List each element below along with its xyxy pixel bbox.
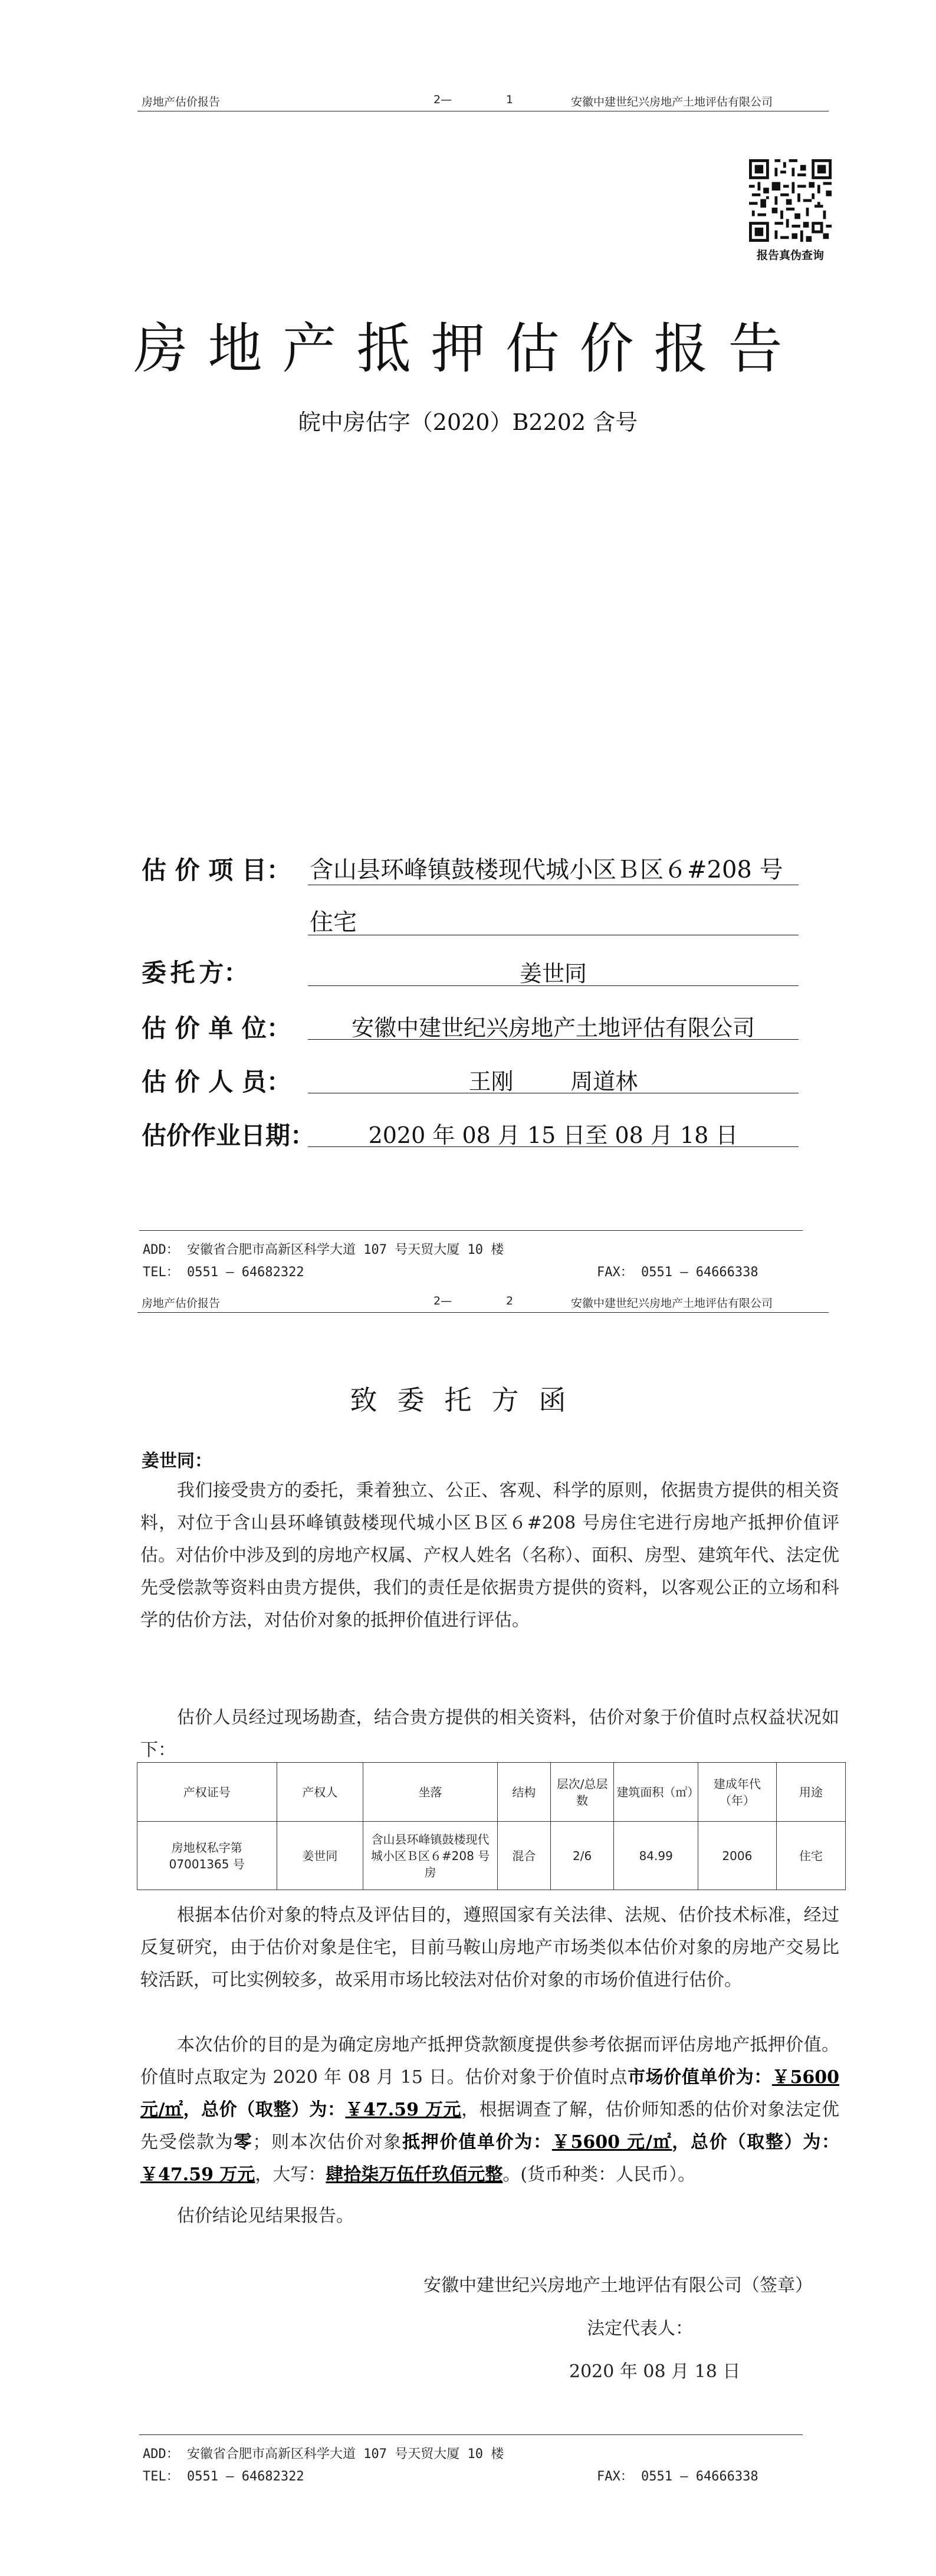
- header-right: 安徽中建世纪兴房地产土地评估有限公司: [571, 96, 773, 109]
- signature-company: 安徽中建世纪兴房地产土地评估有限公司（签章）: [423, 2275, 813, 2296]
- header-page-number: 2: [506, 1294, 514, 1307]
- unit-underline: [308, 1039, 799, 1040]
- mortgage-unit-price: ￥5600 元/㎡: [551, 2132, 672, 2153]
- footer-rule: [139, 2434, 803, 2435]
- market-total-label: ，总价（取整）为：: [183, 2099, 346, 2120]
- cell-area: 84.99: [614, 1822, 698, 1890]
- footer-tel: TEL： 0551 — 64682322: [143, 2469, 304, 2484]
- header-page-prefix: 2—: [433, 1294, 452, 1307]
- table-row: [137, 1822, 846, 1890]
- footer-tel: TEL： 0551 — 64682322: [143, 1265, 304, 1280]
- status-paragraph: 估价人员经过现场勘查，结合贵方提供的相关资料，估价对象于价值时点权益状况如下：: [140, 1707, 839, 1760]
- value-text-5: 。(货币种类：人民币）。: [503, 2164, 696, 2185]
- col-cert-no: 产权证号: [137, 1763, 277, 1822]
- project-value-line2: 住宅: [310, 909, 357, 936]
- valuer-unit-label: 估 价 单 位：: [142, 1014, 291, 1043]
- col-floor: 层次/总层数: [550, 1763, 614, 1822]
- valuer-unit-value: 安徽中建世纪兴房地产土地评估有限公司: [351, 1015, 755, 1041]
- table-header-row: [137, 1763, 846, 1822]
- col-structure: 结构: [497, 1763, 550, 1822]
- property-table: [137, 1762, 846, 1890]
- footer-fax: FAX： 0551 — 64666338: [597, 2469, 758, 2484]
- header-left: 房地产估价报告: [142, 96, 221, 109]
- footer-rule: [139, 1230, 803, 1231]
- client-underline: [308, 985, 799, 986]
- work-date-value: 2020 年 08 月 15 日至 08 月 18 日: [368, 1122, 738, 1148]
- method-paragraph: 根据本估价对象的特点及评估目的，遵照国家有关法律、法规、估价技术标准，经过反复研究，由于估价对象是住宅，目前马鞍山房地产市场类似本估价对象的房地产交易比较活跃，可比实例较多，故采用市场比较法对估价对象的市场价值进行估价。: [140, 1905, 839, 1990]
- header-left: 房地产估价报告: [142, 1297, 221, 1310]
- market-total-price: ￥47.59 万元: [345, 2099, 462, 2120]
- footer-address: ADD： 安徽省合肥市高新区科学大道 107 号天贸大厦 10 楼: [143, 2447, 504, 2462]
- project-label: 估 价 项 目：: [142, 856, 291, 885]
- value-paragraph: [140, 2029, 839, 2191]
- cell-location: 含山县环峰镇鼓楼现代城小区Ｂ区６#208 号房: [363, 1822, 498, 1890]
- work-date-label: 估价作业日期：: [142, 1121, 316, 1150]
- letter-title: 致委托方函: [350, 1384, 586, 1416]
- report-title: 房地产抵押估价报告: [133, 317, 803, 380]
- mortgage-total-price: ￥47.59 万元: [140, 2164, 255, 2185]
- document-number: 皖中房估字（2020）B2202 含号: [298, 409, 638, 435]
- valuer-staff-label: 估 价 人 员：: [142, 1067, 291, 1096]
- header-right: 安徽中建世纪兴房地产土地评估有限公司: [571, 1297, 773, 1310]
- priority-payment: 零: [234, 2132, 253, 2153]
- header-page-number: 1: [506, 93, 514, 106]
- amount-in-words: 肆拾柒万伍仟玖佰元整: [326, 2164, 503, 2185]
- col-location: 坐落: [363, 1763, 498, 1822]
- market-unit-label: 市场价值单价为：: [627, 2067, 772, 2088]
- date-underline: [308, 1146, 799, 1147]
- mortgage-total-label: ，总价（取整）为：: [672, 2132, 840, 2153]
- client-label: 委 托 方：: [142, 958, 249, 987]
- valuer-staff-value: 王刚 周道林: [468, 1069, 638, 1095]
- footer-fax: FAX： 0551 — 64666338: [597, 1265, 758, 1280]
- value-text-4: ，大写：: [255, 2164, 326, 2185]
- cell-structure: 混合: [497, 1822, 550, 1890]
- mortgage-unit-label: 抵押价值单价为：: [402, 2132, 552, 2153]
- col-owner: 产权人: [277, 1763, 363, 1822]
- market-unit-price: ￥5600 元/㎡: [140, 2067, 840, 2120]
- header-rule: [137, 1312, 829, 1313]
- col-year: 建成年代（年）: [698, 1763, 776, 1822]
- cell-owner: 姜世同: [277, 1822, 363, 1890]
- value-text-3: ；则本次估价对象: [252, 2132, 403, 2153]
- intro-paragraph: 我们接受贵方的委托，秉着独立、公正、客观、科学的原则，依据贵方提供的相关资料，对位于含山县环峰镇鼓楼现代城小区Ｂ区６#208 号房住宅进行房地产抵押价值评估。对估价中涉及到的房地产权属、产权人姓名（名称）、面积、房型、建筑年代、法定优先受偿款等资料由贵方提供，我们的责任是依据贵方提供的资料，以客观公正的立场和科学的估价方法，对估价对象的抵押价值进行评估。: [140, 1480, 839, 1631]
- signature-date: 2020 年 08 月 18 日: [569, 2361, 741, 2382]
- value-text-1: 本次估价的目的是为确定房地产抵押贷款额度提供参考依据而评估房地产抵押价值。价值时点取定为 2020 年 08 月 15 日。估价对象于价值时点: [140, 2035, 839, 2088]
- salutation: 姜世同：: [142, 1451, 212, 1471]
- cell-year: 2006: [698, 1822, 776, 1890]
- col-area: 建筑面积（㎡）: [614, 1763, 698, 1822]
- qr-caption: 报告真伪查询: [756, 249, 824, 262]
- value-text-2: ，根据调查了解，估价师知悉的估价对象法定优先受偿款为: [140, 2099, 840, 2153]
- conclusion-note: 估价结论见结果报告。: [177, 2206, 354, 2226]
- signature-legal-rep: 法定代表人：: [587, 2318, 693, 2339]
- header-page-prefix: 2—: [433, 93, 452, 106]
- project-value-line1: 含山县环峰镇鼓楼现代城小区Ｂ区６#208 号: [310, 856, 783, 883]
- cell-usage: 住宅: [776, 1822, 845, 1890]
- cell-floor: 2/6: [550, 1822, 614, 1890]
- footer-address: ADD： 安徽省合肥市高新区科学大道 107 号天贸大厦 10 楼: [143, 1243, 504, 1257]
- verification-qr-code[interactable]: [749, 159, 832, 242]
- client-value: 姜世同: [519, 961, 587, 987]
- cell-cert-no: 房地权私字第 07001365 号: [137, 1822, 277, 1890]
- col-usage: 用途: [776, 1763, 845, 1822]
